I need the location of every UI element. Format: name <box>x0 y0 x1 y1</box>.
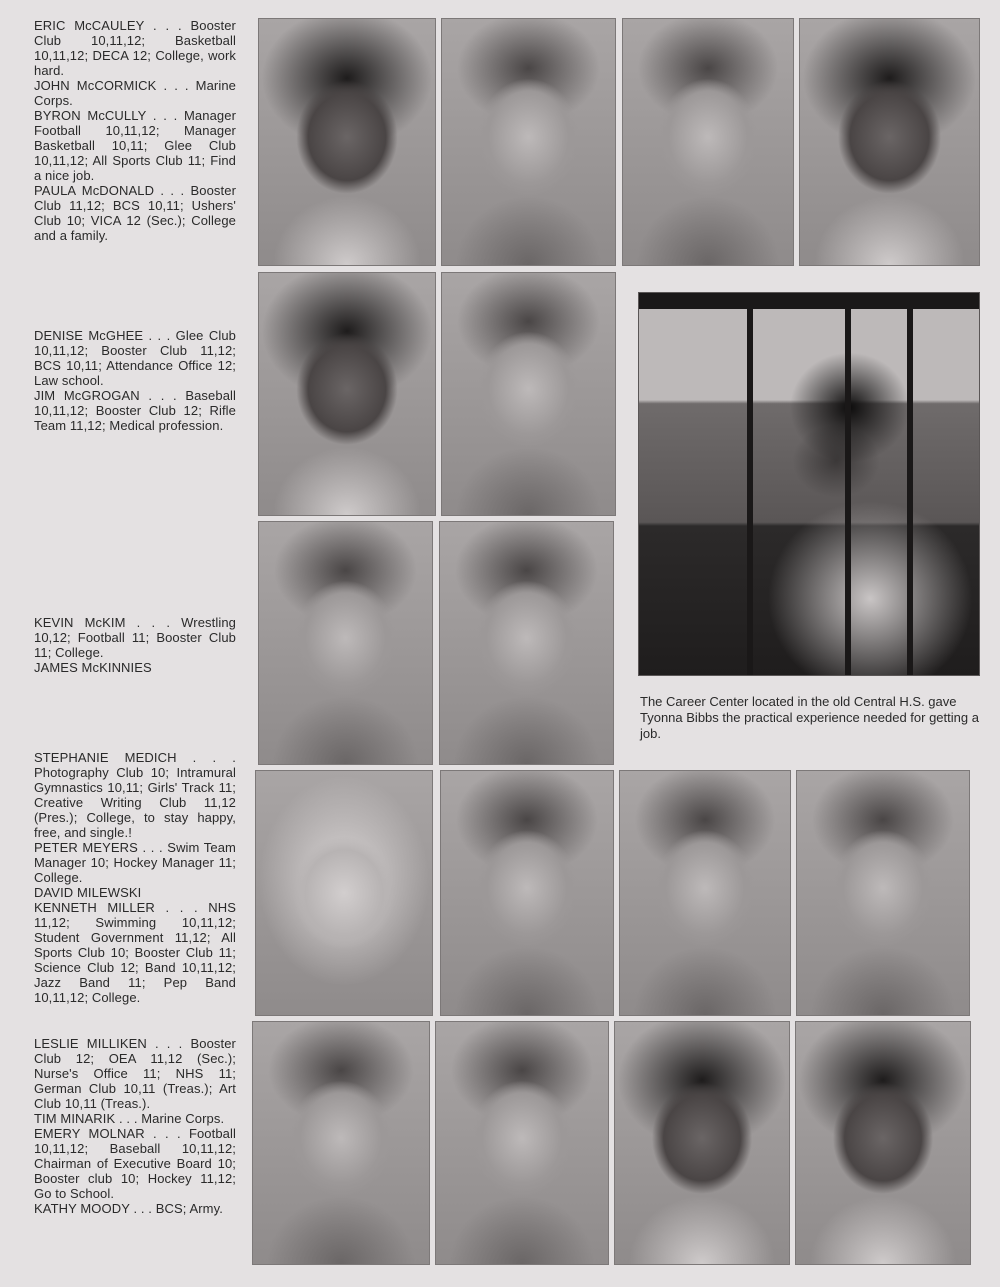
bio-paula-mcdonald: PAULA McDONALD . . . Booster Club 11,12; BCS 10,11; Ushers' Club 10; VICA 12 (Sec.); College and a family. <box>34 183 236 243</box>
bio-eric-mccauley: ERIC McCAULEY . . . Booster Club 10,11,12; Basketball 10,11,12; DECA 12; College, work hard. <box>34 18 236 78</box>
bio-group-2 <box>34 328 236 433</box>
portrait-david-milewski <box>619 770 791 1016</box>
bio-group-1 <box>34 18 236 243</box>
bio-denise-mcghee: DENISE McGHEE . . . Glee Club 10,11,12; Booster Club 11,12; BCS 10,11; Attendance Office 12; Law school. <box>34 328 236 388</box>
portrait-stephanie-medich <box>255 770 433 1016</box>
bio-group-4 <box>34 750 236 1005</box>
career-center-photo <box>638 292 980 676</box>
portrait-jim-mcgrogan <box>441 272 616 516</box>
bio-john-mccormick: JOHN McCORMICK . . . Marine Corps. <box>34 78 236 108</box>
feature-caption: The Career Center located in the old Central H.S. gave Tyonna Bibbs the practical experience needed for getting a job. <box>640 694 979 741</box>
bio-group-5 <box>34 1036 236 1216</box>
bio-group-3 <box>34 615 236 675</box>
portrait-john-mccormick <box>441 18 616 266</box>
bio-james-mckinnies: JAMES McKINNIES <box>34 660 152 675</box>
bio-tim-minarik: TIM MINARIK . . . Marine Corps. <box>34 1111 225 1126</box>
portrait-emery-molnar <box>614 1021 790 1265</box>
portrait-kathy-moody <box>795 1021 971 1265</box>
portrait-peter-meyers <box>440 770 614 1016</box>
bio-kenneth-miller: KENNETH MILLER . . . NHS 11,12; Swimming 10,11,12; Student Government 11,12; All Sports Club 10; Booster Club 11; Science Club 12; Band 10,11,12; Jazz Band 11; Pep Band 10,11,12; College. <box>34 900 236 1005</box>
portrait-kevin-mckim <box>258 521 433 765</box>
bio-stephanie-medich: STEPHANIE MEDICH . . . Photography Club 10; Intramural Gymnastics 10,11; Girls' Track 11; Creative Writing Club 11,12 (Pres.); College, to stay happy, free, and single.! <box>34 750 236 840</box>
bio-byron-mccully: BYRON McCULLY . . . Manager Football 10,11,12; Manager Basketball 10,11; Glee Club 10,11,12; All Sports Club 11; Find a nice job. <box>34 108 236 183</box>
portrait-byron-mccully <box>622 18 794 266</box>
portrait-tim-minarik <box>435 1021 609 1265</box>
portrait-james-mckinnies <box>439 521 614 765</box>
portrait-leslie-milliken <box>252 1021 430 1265</box>
bio-kevin-mckim: KEVIN McKIM . . . Wrestling 10,12; Football 11; Booster Club 11; College. <box>34 615 236 660</box>
portrait-paula-mcdonald <box>799 18 980 266</box>
bio-david-milewski: DAVID MILEWSKI <box>34 885 142 900</box>
bio-jim-mcgrogan: JIM McGROGAN . . . Baseball 10,11,12; Booster Club 12; Rifle Team 11,12; Medical profession. <box>34 388 236 433</box>
portrait-denise-mcghee <box>258 272 436 516</box>
bio-peter-meyers: PETER MEYERS . . . Swim Team Manager 10; Hockey Manager 11; College. <box>34 840 236 885</box>
bio-leslie-milliken: LESLIE MILLIKEN . . . Booster Club 12; OEA 11,12 (Sec.); Nurse's Office 11; NHS 11; German Club 10,11 (Treas.); Art Club 10,11 (Treas.). <box>34 1036 236 1111</box>
bio-kathy-moody: KATHY MOODY . . . BCS; Army. <box>34 1201 223 1216</box>
portrait-kenneth-miller <box>796 770 970 1016</box>
bio-emery-molnar: EMERY MOLNAR . . . Football 10,11,12; Baseball 10,11,12; Chairman of Executive Board 10; Booster club 10; Hockey 11,12; Go to School. <box>34 1126 236 1201</box>
portrait-eric-mccauley <box>258 18 436 266</box>
